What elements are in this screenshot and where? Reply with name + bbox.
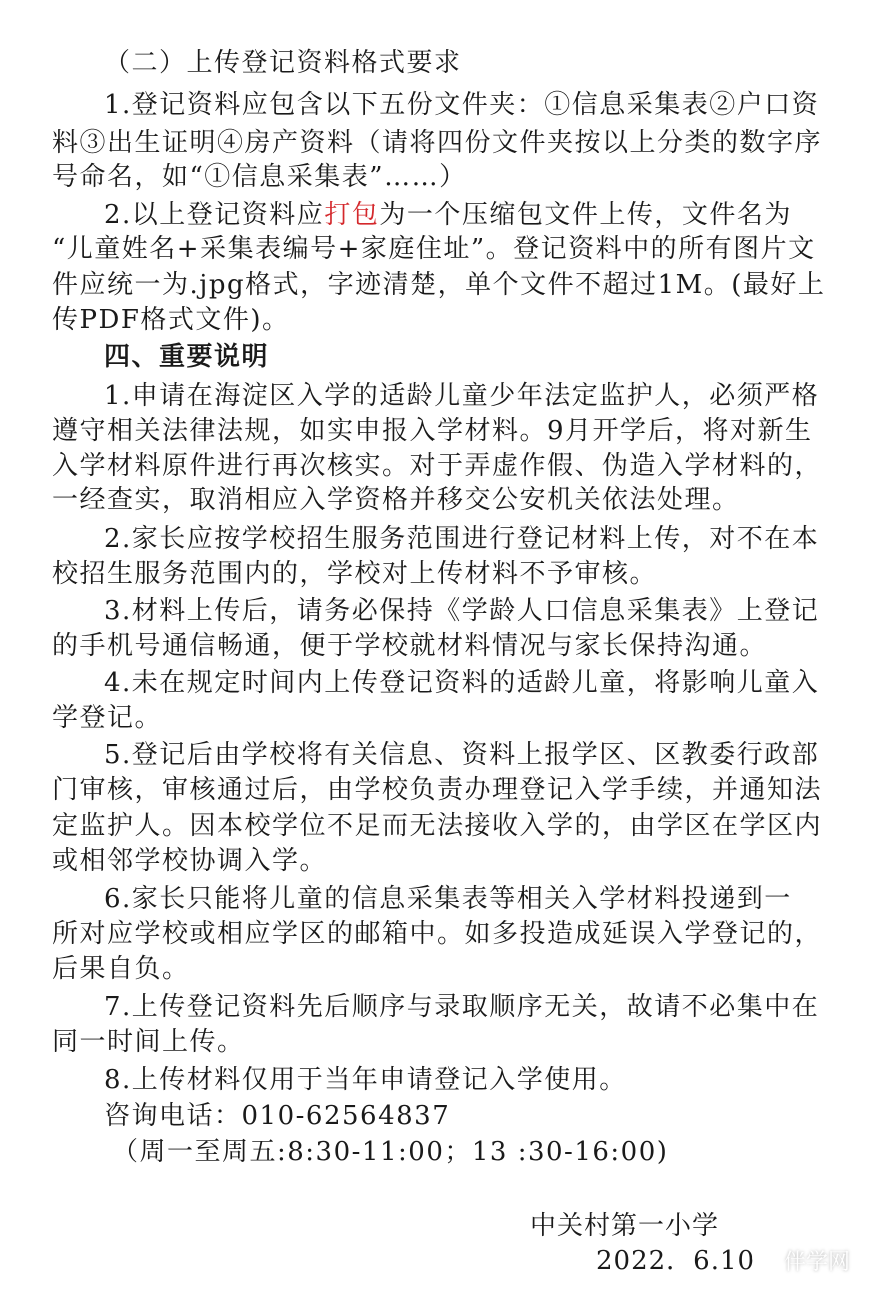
section-format-title: （二）上传登记资料格式要求 bbox=[104, 48, 462, 78]
notes-item-5-line-4: 或相邻学校协调入学。 bbox=[52, 846, 328, 876]
notes-item-2-line-2: 校招生服务范围内的，学校对上传材料不予审核。 bbox=[52, 559, 658, 589]
notes-item-6-line-3: 后果自负。 bbox=[52, 954, 190, 984]
highlight-pack-text: 打包 bbox=[324, 200, 380, 230]
signature-school: 中关村第一小学 bbox=[530, 1211, 720, 1241]
notes-item-5-line-3: 定监护人。因本校学位不足而无法接收入学的，由学区在学区内 bbox=[52, 811, 823, 841]
notes-item-3-line-2: 的手机号通信畅通，便于学校就材料情况与家长保持沟通。 bbox=[52, 631, 768, 661]
wechat-icon bbox=[752, 1249, 778, 1271]
contact-phone: 咨询电话：010-62564837 bbox=[104, 1101, 451, 1131]
format-item-1-line-2: 料③出生证明④房产资料（请将四份文件夹按以上分类的数字序 bbox=[52, 128, 823, 158]
notes-item-7-line-2: 同一时间上传。 bbox=[52, 1027, 245, 1057]
format-item-2-prefix: 2.以上登记资料应 bbox=[104, 200, 325, 230]
notes-item-1-line-2: 遵守相关法律法规，如实申报入学材料。9月开学后，将对新生 bbox=[52, 416, 813, 446]
watermark-text: 伴学网 bbox=[784, 1249, 851, 1275]
format-item-2-line-3: 件应统一为.jpg格式，字迹清楚，单个文件不超过1M。(最好上 bbox=[52, 270, 826, 300]
signature-date: 2022．6.10 bbox=[596, 1246, 756, 1276]
format-item-2-suffix: 为一个压缩包文件上传，文件名为 bbox=[379, 200, 792, 230]
contact-hours: （周一至周五:8:30-11:00；13 :30-16:00) bbox=[112, 1137, 669, 1167]
format-item-1-line-1: 1.登记资料应包含以下五份文件夹：①信息采集表②户口资 bbox=[104, 90, 820, 120]
notes-item-5-line-2: 门审核，审核通过后，由学校负责办理登记入学手续，并通知法 bbox=[52, 775, 823, 805]
section-notes-title: 四、重要说明 bbox=[104, 342, 270, 372]
notes-item-4-line-1: 4.未在规定时间内上传登记资料的适龄儿童，将影响儿童入 bbox=[104, 668, 820, 698]
notes-item-5-line-1: 5.登记后由学校将有关信息、资料上报学区、区教委行政部 bbox=[104, 740, 820, 770]
notes-item-1-line-4: 一经查实，取消相应入学资格并移交公安机关依法处理。 bbox=[52, 485, 740, 515]
notes-item-7-line-1: 7.上传登记资料先后顺序与录取顺序无关，故请不必集中在 bbox=[104, 992, 820, 1022]
notes-item-1-line-3: 入学材料原件进行再次核实。对于弄虚作假、伪造入学材料的， bbox=[52, 451, 823, 481]
format-item-2-line-2: “儿童姓名+采集表编号+家庭住址”。登记资料中的所有图片文 bbox=[52, 234, 816, 264]
notes-item-3-line-1: 3.材料上传后，请务必保持《学龄人口信息采集表》上登记 bbox=[104, 596, 820, 626]
notes-item-8-line-1: 8.上传材料仅用于当年申请登记入学使用。 bbox=[104, 1065, 627, 1095]
format-item-2-line-1 bbox=[104, 196, 812, 234]
notes-item-1-line-1: 1.申请在海淀区入学的适龄儿童少年法定监护人，必须严格 bbox=[104, 381, 820, 411]
notes-item-4-line-2: 学登记。 bbox=[52, 703, 163, 733]
notes-item-2-line-1: 2.家长应按学校招生服务范围进行登记材料上传，对不在本 bbox=[104, 524, 820, 554]
notes-item-6-line-2: 所对应学校或相应学区的邮箱中。如多投造成延误入学登记的， bbox=[52, 919, 823, 949]
format-item-1-line-3: 号命名，如“①信息采集表”……） bbox=[52, 162, 467, 192]
format-item-2-line-4: 传PDF格式文件)。 bbox=[52, 305, 290, 335]
watermark bbox=[752, 1240, 850, 1280]
notes-item-6-line-1: 6.家长只能将儿童的信息采集表等相关入学材料投递到一 bbox=[104, 884, 792, 914]
